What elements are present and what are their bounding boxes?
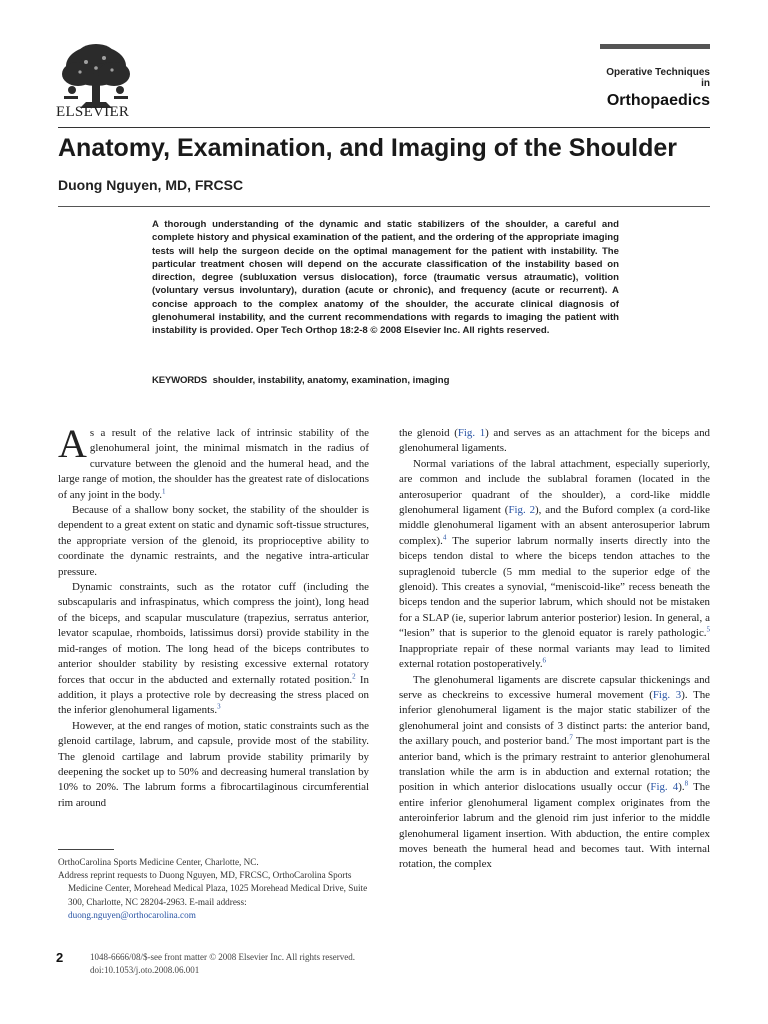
journal-title: Orthopaedics — [606, 92, 710, 109]
figure-link[interactable]: Fig. 3 — [652, 688, 682, 701]
email-link[interactable]: duong.nguyen@orthocarolina.com — [68, 909, 196, 920]
figure-link[interactable]: Fig. 4 — [650, 781, 679, 794]
body-paragraph: Dynamic constraints, such as the rotator cuff (including the subscapularis and infraspinatus, which compress the joint), long head of the biceps, and scapular musculature (trapezius, serratus anterior, levator scapulae, rhomboids, latissimus dorsi) provide stability in the mid-ranges of motion. The long head of the biceps contributes to anterior shoulder stability by resisting excessive external rotatory forces that occur in the abducted and externally rotated position.$^2$ In addition, it plays a protective role by decreasing the stress placed on the inferior glenohumeral ligaments.$^3$ — [58, 581, 370, 717]
citation-ref[interactable]: 3 — [217, 702, 221, 711]
footer-info — [90, 951, 355, 977]
publisher-name: ELSEVIER — [56, 104, 130, 120]
journal-masthead — [600, 44, 710, 110]
figure-link[interactable]: Fig. 1 — [457, 427, 486, 439]
footnote-affiliation: OrthoCarolina Sports Medicine Center, Charlotte, NC. — [58, 857, 259, 867]
citation-ref[interactable]: 7 — [569, 733, 573, 742]
citation-ref[interactable]: 4 — [442, 533, 447, 542]
body-paragraph: Normal variations of the labral attachment, especially superiorly, are common and include the sublabral foramen (located in the anterosuperior quadrant of the shoulder), a cord-like middle glenohumeral ligament (Fig. 2), and the Buford complex (a cord-like middle glenohumeral ligament with an absent anterosuperior labrum complex).$^4$ The superior labrum normally inserts directly into the biceps tendon distal to where the biceps tendon attaches to the supraglenoid tubercle (5 mm medial to the superior edge of the glenoid). This creates a synovial, “meniscoid-like” recess beneath the biceps tendon and the superior labrum, which should not be mistaken for a SLAP (ie, superior labrum anterior posterior) lesion. In general, a “lesion” that is superior to the glenoid equator is rarely pathologic.$^5$ Inappropriate repair of these normal variants may lead to limited external rotation postoperatively.$^6$ — [399, 457, 710, 671]
abstract-citation: Oper Tech Orthop 18:2-8 © 2008 Elsevier Inc. All rights reserved. — [255, 325, 550, 337]
author-line: Duong Nguyen, MD, FRCSC — [58, 177, 244, 193]
body-paragraph: The glenohumeral ligaments are discrete capsular thickenings and serve as checkreins to excessive humeral movement (Fig. 3). The inferior glenohumeral ligament is the major static stabilizer of the glenohumeral joint and consists of 3 distinct parts: the anterior band, the axillary pouch, and posterior band.$^7$ The most important part is the anterior band, which is the primary restraint to anterior glenohumeral translation while the arm is in abduction and external rotation; the position in which anterior dislocations usually occur (Fig. 4).$^8$ The entire inferior glenohumeral ligament complex originates from the anteroinferior labrum and the glenoid rim just inferior to the middle glenohumeral ligament insertion. With abduction, the entire complex moves beneath the humeral head and becomes taut. With internal rotation, the complex — [399, 673, 711, 871]
abstract-text: A thorough understanding of the dynamic and static stabilizers of the shoulder, a careful and complete history and physical examination of the patient, and the ordering of the appropriate imaging tests will help the surgeon decide on the optimal management for the patient with instability. The particular treatment chosen will depend on the accurate classification of the instability based on direction, degree (subluxation versus dislocation), force (traumatic versus atraumatic), volition (voluntary versus involuntary), duration (acute or chronic), and frequency (acute or recurrent). A concise approach to the complex anatomy of the shoulder, the accurate clinical diagnosis of glenohumeral instability, and the current recommendations with regards to imaging the patient with instability is provided. — [152, 219, 619, 337]
body-paragraph: However, at the end ranges of motion, static constraints such as the glenoid cartilage, labrum, and capsule, provide most of the stability. The glenoid cartilage and labrum provide stability primarily by deepening the socket up to 50% and decreasing humeral translation by 10% to 20%. The labrum forms a fibrocartilaginous circumferential rim around — [58, 719, 369, 809]
citation-ref[interactable]: 6 — [542, 656, 547, 665]
figure-link[interactable]: Fig. 2 — [508, 504, 536, 517]
header-rule — [58, 127, 710, 128]
drop-cap: A — [58, 421, 87, 466]
abstract — [152, 218, 619, 338]
article-title: Anatomy, Examination, and Imaging of the Shoulder — [58, 134, 678, 162]
page-number: 2 — [56, 950, 64, 965]
footnotes — [58, 856, 369, 922]
footnote-reprint: Address reprint requests to Duong Nguyen, MD, FRCSC, OrthoCarolina Sports Medicine Center, Morehead Medical Plaza, 1025 Morehead Medical Drive, Suite 300, Charlotte, NC 28204-2963. E-mail address: duong.nguyen@orthocarolina.com — [58, 870, 368, 920]
body-paragraph: the glenoid (Fig. 1) and serves as an attachment for the biceps and glenohumeral ligaments. — [399, 427, 711, 455]
keywords — [152, 375, 449, 386]
footnote-rule — [58, 849, 114, 850]
keywords-list: shoulder, instability, anatomy, examination, imaging — [212, 375, 450, 386]
issn-line: 1048-6666/08/$-see front matter © 2008 Elsevier Inc. All rights reserved. — [90, 952, 356, 962]
citation-ref[interactable]: 8 — [684, 779, 689, 788]
body-paragraph: As a result of the relative lack of intrinsic stability of the glenohumeral joint, the minimal mismatch in the radius of curvature between the glenoid and the humeral head, and the large range of motion, the shoulder has the greatest rate of dislocations of any joint in the body.$^1$ — [58, 421, 369, 501]
doi-line: doi:10.1053/j.oto.2008.06.001 — [90, 965, 200, 975]
title-rule — [58, 206, 710, 207]
citation-ref[interactable]: 5 — [706, 625, 710, 634]
citation-ref[interactable]: 2 — [352, 671, 356, 680]
body-paragraph: Because of a shallow bony socket, the stability of the shoulder is dependent to a great extent on static and dynamic soft-tissue structures, the appropriate version of the glenoid, its proprioceptive ability to coordinate the dynamic restraints, and the negative intra-articular pressure. — [58, 504, 369, 578]
journal-prefix: Operative Techniques in — [606, 67, 710, 89]
citation-ref[interactable]: 1 — [161, 487, 166, 495]
keywords-label: KEYWORDS — [152, 375, 207, 386]
body-column-left — [58, 421, 370, 811]
body-column-right — [399, 426, 710, 873]
